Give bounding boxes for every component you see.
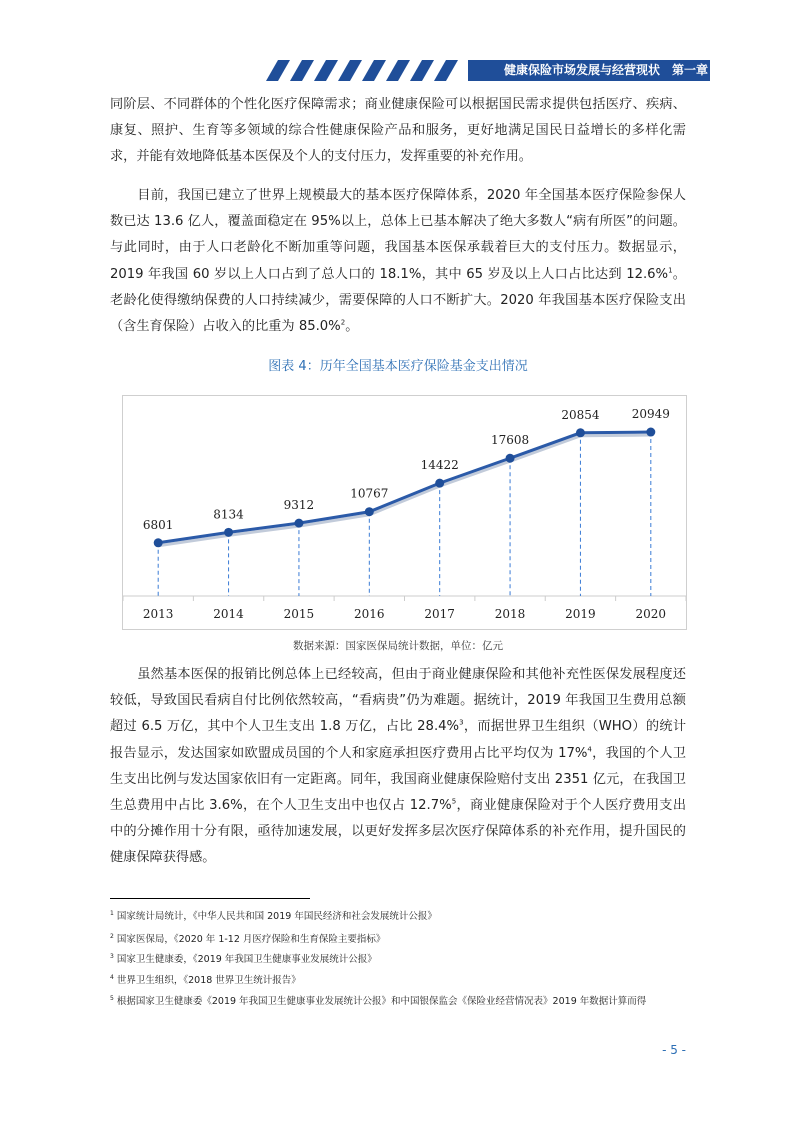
paragraph-3-text-d: ，商业健康保险对于个人医疗费用支出中的分摊作用十分有限，亟待加速发展，以更好发挥多层次医疗保障体系的补充作用，提升国民的健康保障获得感。 — [110, 798, 687, 866]
footnote-2 — [110, 933, 686, 947]
figure-title: 图表 4：历年全国基本医疗保险基金支出情况 — [268, 359, 528, 374]
footnote-divider — [110, 898, 310, 899]
footnote-text: 国家卫生健康委，《2019 年我国卫生健康事业发展统计公报》 — [116, 954, 377, 965]
footnote-number: 5 — [110, 994, 114, 1002]
data-label-2020: 20949 — [631, 407, 670, 422]
footnote-1 — [110, 910, 686, 924]
data-label-2016: 10767 — [350, 486, 389, 501]
series-line — [158, 432, 651, 543]
paragraph-2 — [110, 183, 686, 340]
data-point-2015 — [294, 519, 303, 528]
series-line-shadow — [158, 435, 651, 546]
paragraph-3 — [110, 662, 686, 872]
data-point-2019 — [576, 428, 585, 437]
footnote-text: 国家统计局统计，《中华人民共和国 2019 年国民经济和社会发展统计公报》 — [116, 911, 437, 922]
x-tick-label-2016: 2016 — [354, 607, 385, 621]
footnote-text: 世界卫生组织，《2018 世界卫生统计报告》 — [116, 975, 301, 986]
x-tick-label-2017: 2017 — [424, 607, 455, 621]
footnote-number: 1 — [110, 909, 114, 917]
data-label-2015: 9312 — [283, 498, 315, 513]
data-label-2019: 20854 — [561, 407, 600, 422]
paragraph-2-text-b: 。老龄化使得缴纳保费的人口持续减少，需要保障的人口不断扩大。2020 年我国基本医疗保险支出（含生育保险）占收入的比重为 85.0% — [110, 266, 686, 335]
footnote-number: 4 — [110, 973, 114, 981]
data-label-2018: 17608 — [490, 433, 530, 448]
footnote-4 — [110, 974, 686, 988]
x-tick-label-2015: 2015 — [283, 607, 315, 621]
paragraph-1 — [110, 92, 686, 171]
x-tick-label-2018: 2018 — [494, 607, 526, 621]
paragraph-3-text-a: 虽然基本医保的报销比例总体上已经较高，但由于商业健康保险和其他补充性医保发展程度还较低，导致国民看病自付比例依然较高，“看病贵”仍为难题。据统计，2019 年我国卫生费用总额超过 6.5 万亿，其中个人卫生支出 1.8 万亿，占比 28.4% — [110, 667, 686, 735]
footnote-number: 3 — [110, 952, 114, 960]
header-title: 健康保险市场发展与经营现状 第一章 — [503, 63, 708, 77]
x-tick-label-2014: 2014 — [213, 607, 244, 621]
footnote-ref-3[interactable]: 3 — [459, 719, 464, 728]
data-point-2014 — [224, 528, 233, 537]
figure-source: 数据来源：国家医保局统计数据，单位：亿元 — [293, 640, 503, 652]
data-point-2020 — [646, 428, 655, 437]
data-point-2016 — [365, 507, 374, 516]
paragraph-2-text-a: 目前，我国已建立了世界上规模最大的基本医疗保障体系，2020 年全国基本医疗保险参保人数已达 13.6 亿人，覆盖面稳定在 95%以上，总体上已基本解决了绝大多数人“病有所医”的问题。与此同时，由于人口老龄化不断加重等问题，我国基本医保承载着巨大的支付压力。数据显示，2019 年我国 60 岁以上人口占到了总人口的 18.1%，其中 65 岁及以上人口占比达到 12.6% — [110, 188, 686, 282]
paragraph-3-text-b: ，而据世界卫生组织（WHO）的统计报告显示，发达国家如欧盟成员国的个人和家庭承担医疗费用占比平均仅为 17% — [110, 719, 687, 761]
paragraph-2-text-c: 。 — [345, 319, 359, 335]
header-stripes — [256, 60, 480, 81]
x-tick-label-2013: 2013 — [142, 607, 174, 621]
footnote-ref-1[interactable]: 1 — [668, 266, 673, 275]
footnote-ref-5[interactable]: 5 — [451, 797, 457, 806]
data-point-2013 — [154, 538, 163, 547]
footnote-number: 2 — [110, 932, 114, 940]
page-number: - 5 - — [662, 1043, 686, 1057]
x-tick-label-2019: 2019 — [565, 607, 596, 621]
line-chart — [123, 396, 686, 629]
x-tick-label-2020: 2020 — [635, 607, 667, 621]
data-point-2018 — [506, 454, 515, 463]
footnote-3 — [110, 953, 686, 967]
data-label-2014: 8134 — [213, 507, 244, 522]
footnote-ref-4[interactable]: 4 — [587, 745, 592, 754]
chart-container — [122, 395, 687, 630]
data-label-2017: 14422 — [420, 458, 459, 473]
paragraph-3-text-c: ，我国的个人卫生支出比例与发达国家依旧有一定距离。同年，我国商业健康保险赔付支出 2351 亿元，在我国卫生总费用中占比 3.6%，在个人卫生支出中也仅占 12.7% — [110, 745, 686, 814]
paragraph-1-text: 同阶层、不同群体的个性化医疗保障需求；商业健康保险可以根据国民需求提供包括医疗、疾病、康复、照护、生育等多领域的综合性健康保险产品和服务，更好地满足国民日益增长的多样化需求，并能有效地降低基本医保及个人的支付压力，发挥重要的补充作用。 — [110, 97, 686, 165]
footnote-ref-2[interactable]: 2 — [340, 318, 346, 327]
data-label-2013: 6801 — [142, 517, 174, 532]
footnote-text: 根据国家卫生健康委《2019 年我国卫生健康事业发展统计公报》和中国银保监会《保险业经营情况表》2019 年数据计算而得 — [116, 996, 647, 1007]
data-point-2017 — [435, 479, 444, 488]
footnote-5 — [110, 995, 686, 1009]
footnote-text: 国家医保局，《2020 年 1-12 月医疗保险和生育保险主要指标》 — [116, 934, 386, 945]
